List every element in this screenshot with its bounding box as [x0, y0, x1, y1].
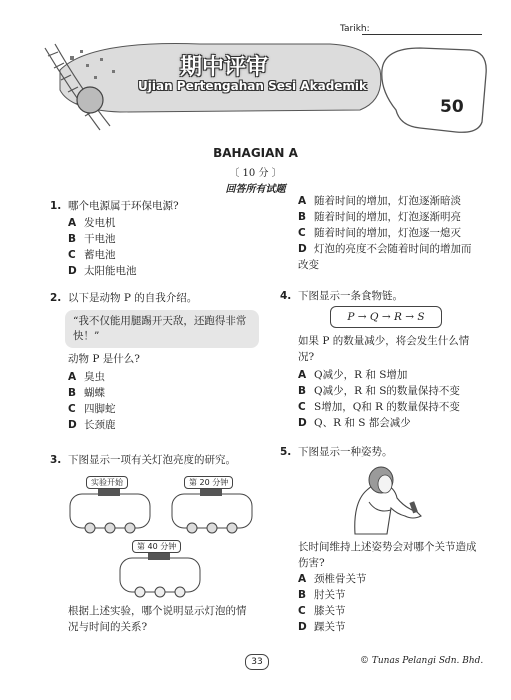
score-total: 50 [440, 97, 464, 117]
q5-ask: 长时间维持上述姿势会对哪个关节造成伤害? [298, 541, 477, 569]
copyright-text: © Tunas Pelangi Sdn. Bhd. [360, 656, 484, 666]
q2-text: 以下是动物 P 的自我介绍。 [68, 292, 198, 304]
circuit-20min [172, 488, 252, 533]
q3-experiment-diagram [60, 472, 260, 602]
q1-number: 1. [50, 200, 62, 212]
q4-text: 下图显示一条食物链。 [298, 290, 403, 302]
q4-option-c[interactable]: C S增加，Q和 R 的数量保持不变 [298, 401, 460, 413]
q3-option-d[interactable]: D 灯泡的亮度不会随着时间的增加而改变 [298, 243, 472, 271]
q2-ask: 动物 P 是什么? [68, 353, 140, 365]
circuit-start [70, 488, 150, 533]
q4-food-chain: P → Q → R → S [330, 306, 442, 328]
q2-quote: “我不仅能用腿踢开天敌，还跑得非常快！” [65, 310, 259, 348]
q3-option-c[interactable]: C 随着时间的增加，灯泡逐一熄灭 [298, 227, 461, 239]
q2-option-a[interactable]: A 臭虫 [68, 371, 105, 383]
q1-text: 哪个电源属于环保电源? [68, 200, 179, 212]
q2-option-b[interactable]: B 蝴蝶 [68, 387, 105, 399]
q2-number: 2. [50, 292, 62, 304]
q2-option-c[interactable]: C 四脚蛇 [68, 403, 116, 415]
q1-option-d[interactable]: D 太阳能电池 [68, 265, 137, 277]
circuit-40min [120, 552, 200, 597]
q5-number: 5. [280, 446, 292, 458]
section-title: BAHAGIAN A [213, 146, 298, 160]
q4-option-d[interactable]: D Q、R 和 S 都会减少 [298, 417, 411, 429]
q3-ask: 根据上述实验，哪个说明显示灯泡的情况与时间的关系? [68, 605, 247, 633]
q1-option-c[interactable]: C 蓄电池 [68, 249, 116, 261]
q3-text: 下图显示一项有关灯泡亮度的研究。 [68, 454, 236, 466]
q4-option-b[interactable]: B Q减少，R 和 S的数量保持不变 [298, 385, 460, 397]
section-marks: 〔 10 分 〕 [229, 168, 282, 179]
page-number: 33 [245, 654, 269, 670]
q3-option-b[interactable]: B 随着时间的增加，灯泡逐渐明亮 [298, 211, 461, 223]
q3-label-20min: 第 20 分钟 [184, 476, 233, 489]
q5-option-d[interactable]: D 踝关节 [298, 621, 346, 633]
q3-number: 3. [50, 454, 62, 466]
date-label: Tarikh: [340, 24, 370, 34]
page-title: 期中评审 [180, 55, 269, 80]
q5-text: 下图显示一种姿势。 [298, 446, 393, 458]
q4-number: 4. [280, 290, 292, 302]
q3-option-a[interactable]: A 随着时间的增加，灯泡逐渐暗淡 [298, 195, 461, 207]
q1-option-a[interactable]: A 发电机 [68, 217, 116, 229]
q1-option-b[interactable]: B 干电池 [68, 233, 116, 245]
q5-option-a[interactable]: A 颈椎骨关节 [298, 573, 367, 585]
q3-label-start: 实验开始 [86, 476, 128, 489]
q4-ask: 如果 P 的数量减少，将会发生什么情况? [298, 335, 470, 363]
page-subtitle: Ujian Pertengahan Sesi Akademik [138, 79, 368, 93]
q2-option-d[interactable]: D 长颈鹿 [68, 419, 116, 431]
q4-option-a[interactable]: A Q减少，R 和 S增加 [298, 369, 408, 381]
q5-posture-illustration [325, 462, 435, 536]
section-instruction: 回答所有试题 [225, 184, 286, 195]
q5-option-b[interactable]: B 肘关节 [298, 589, 346, 601]
q3-label-40min: 第 40 分钟 [132, 540, 181, 553]
ball-icon [77, 87, 103, 113]
q5-option-c[interactable]: C 膝关节 [298, 605, 346, 617]
